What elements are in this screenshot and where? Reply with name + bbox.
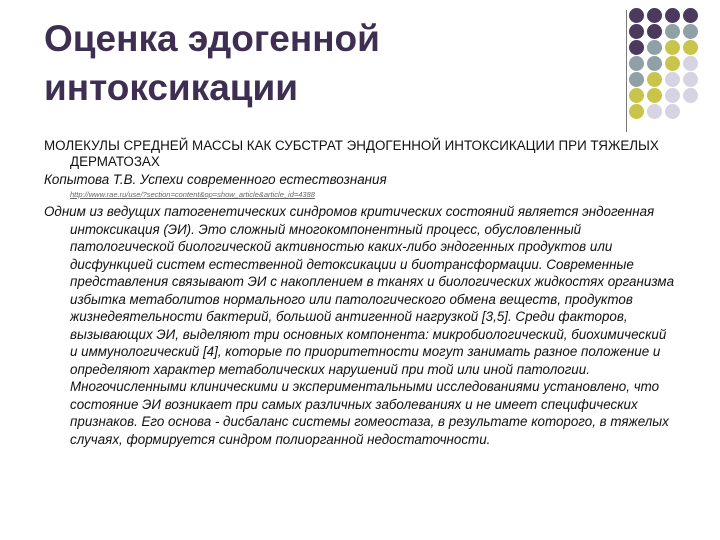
decorative-dot [665, 88, 680, 103]
decorative-dot [665, 56, 680, 71]
decorative-dot [665, 40, 680, 55]
citation: Копытова Т.В. Успехи современного естествознания [44, 172, 387, 187]
decorative-dot [683, 104, 698, 119]
decorative-dot [647, 72, 662, 87]
decorative-dot [665, 72, 680, 87]
decorative-dot [683, 56, 698, 71]
decorative-dot [683, 40, 698, 55]
decorative-dot [629, 88, 644, 103]
decorative-dot [629, 8, 644, 23]
decorative-dot [683, 72, 698, 87]
decorative-dot [683, 24, 698, 39]
source-link[interactable]: http://www.rae.ru/use/?section=content&op=show_article&article_id=4388 [70, 190, 315, 199]
decorative-dot [629, 24, 644, 39]
decorative-dot [647, 40, 662, 55]
decorative-dot [665, 24, 680, 39]
decorative-dot [629, 72, 644, 87]
decorative-dot [629, 56, 644, 71]
article-title: МОЛЕКУЛЫ СРЕДНЕЙ МАССЫ КАК СУБСТРАТ ЭНДОГЕННОЙ ИНТОКСИКАЦИИ ПРИ ТЯЖЕЛЫХ ДЕРМАТОЗАХ [44, 138, 659, 169]
decorative-dot [647, 104, 662, 119]
decorative-dot [629, 104, 644, 119]
decorative-dot [629, 40, 644, 55]
decorative-dot [683, 88, 698, 103]
decorative-dot [647, 56, 662, 71]
decorative-dot [665, 104, 680, 119]
decorative-dot [683, 8, 698, 23]
divider-line [626, 10, 627, 132]
body-paragraph: Одним из ведущих патогенетических синдромов критических состояний является эндогенная интоксикация (ЭИ). Это сложный многокомпонентный процесс, обусловленный патологической биологической активностью каких-либо эндогенных продуктов или дисфункцией систем естественной детоксикации и биотрансформации. Современные представления связывают ЭИ с накоплением в тканях и биологических жидкостях организма избытка метаболитов нормального или патологического обмена веществ, продуктов жизнедеятельности бактерий, большой антигенной нагрузкой [3,5]. Среди факторов, вызывающих ЭИ, выделяют три основных компонента: микробиологический, биохимический и иммунологический [4], которые по приоритетности могут занимать разное положение и определяют характер метаболических нарушений при той или иной патологии. Многочисленными клиническими и экспериментальными исследованиями установлено, что состояние ЭИ возникает при самых различных заболеваниях и не имеет специфических признаков. Его основа - дисбаланс системы гомеостаза, в результате которого, в тяжелых случаях, формируется синдром полиорганной недостаточности. [44, 204, 675, 447]
decorative-dot [647, 8, 662, 23]
decorative-dot [647, 88, 662, 103]
slide-title: Оценка эдогенной интоксикации [44, 18, 380, 108]
decorative-dot [665, 8, 680, 23]
decorative-dot-grid [629, 8, 699, 119]
slide-content [44, 138, 674, 448]
decorative-dot [647, 24, 662, 39]
